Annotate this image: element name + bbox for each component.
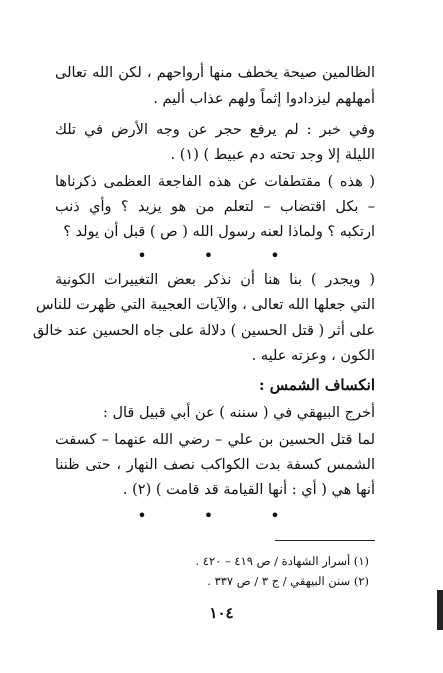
body-line: على أثر ( قتل الحسين ) دلالة على جاه الحسين عند خالق [32, 323, 375, 339]
body-line: ( ويجدر ) بنا هنا أن نذكر بعض التغييرات الكونية [55, 272, 375, 288]
separator-dots: • • • [137, 506, 306, 525]
body-line: الليلة إلا وجد تحته دم عبيط ) (١) . [170, 147, 375, 163]
body-line: الكون ، وعزته عليه . [251, 348, 375, 364]
section-line: لما قتل الحسين بن علي – رضي الله عنهما – كسفت [55, 432, 375, 448]
section-line: الشمس كسفة بدت الكواكب نصف النهار ، حتى ظننا [55, 457, 375, 473]
page-number: ١٠٤ [209, 604, 234, 622]
body-line: ارتكبه ؟ ولماذا لعنه رسول الله ( ص ) قبل أن يولد ؟ [63, 224, 375, 240]
body-line: ( هذه ) مقتطفات عن هذه الفاجعة العظمى ذكرناها [55, 174, 375, 190]
footnote: (١) أسرار الشهادة / ص ٤١٩ – ٤٢٠ . [195, 554, 369, 568]
scan-edge-mark [437, 590, 443, 630]
footnote: (٢) سنن البيهقي / ج ٣ / ص ٣٣٧ . [207, 574, 369, 588]
section-heading: انكساف الشمس : [258, 376, 375, 394]
body-line: – بكل اقتضاب – لتعلم من هو يزيد ؟ وأي ذنب [55, 199, 375, 215]
body-line: الظالمين صيحة يخطف منها أرواحهم ، لكن الله تعالى [55, 65, 375, 81]
section-line: أنها هي ( أي : أنها القيامة قد قامت ) (٢) . [122, 482, 375, 498]
body-line: التي جعلها الله تعالى ، والآيات العجيبة التي ظهرت للناس [35, 297, 375, 313]
section-line: أخرج البيهقي في ( سننه ) عن أبي قبيل قال : [102, 405, 375, 421]
body-line: وفي خبر : لم يرفع حجر عن وجه الأرض في تلك [55, 122, 375, 138]
separator-dots: • • • [137, 246, 306, 265]
footnote-rule [275, 540, 375, 541]
body-line: أمهلهم ليزدادوا إثماً ولهم عذاب أليم . [153, 91, 375, 107]
